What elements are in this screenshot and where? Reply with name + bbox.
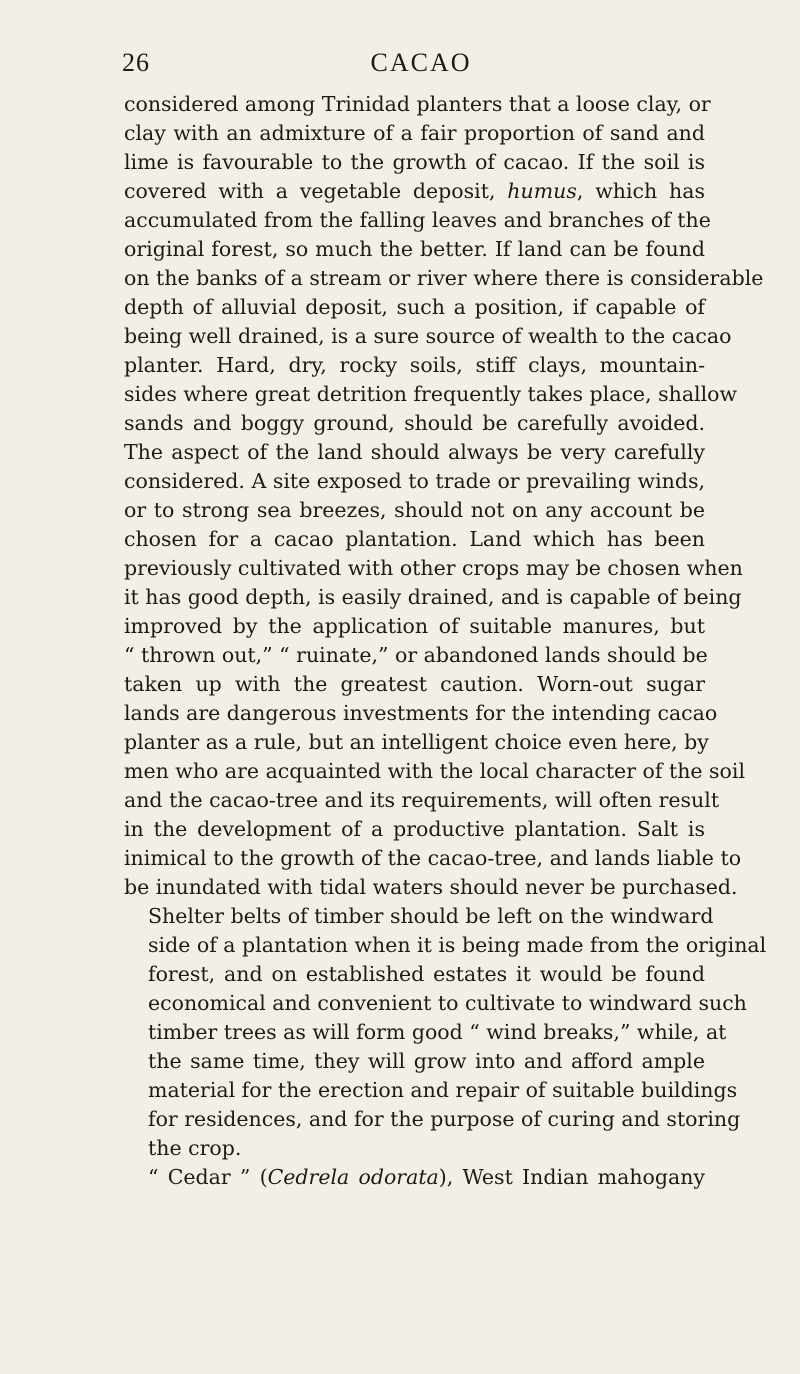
text-line: forest, and on established estates it would be found [148, 962, 705, 986]
text-line: and the cacao-tree and its requirements, will often result [124, 788, 720, 812]
text-line: in the development of a productive plantation. Salt is [124, 817, 705, 841]
text-line: it has good depth, is easily drained, and is capable of being [124, 585, 742, 609]
page-header [122, 48, 720, 84]
text-line: side of a plantation when it is being made from the original [148, 933, 767, 957]
paragraph-shelter-belts [124, 902, 767, 1163]
text-line: considered. A site exposed to trade or prevailing winds, [124, 469, 705, 493]
text-line: The aspect of the land should always be very carefully [124, 440, 705, 464]
text-line: sands and boggy ground, should be carefully avoided. [124, 411, 705, 435]
text-line: being well drained, is a sure source of wealth to the cacao [124, 324, 732, 348]
text-line: inimical to the growth of the cacao-tree, and lands liable to [124, 846, 742, 870]
text-line: original forest, so much the better. If land can be found [124, 237, 705, 261]
text-line: “ thrown out,” “ ruinate,” or abandoned lands should be [124, 643, 708, 667]
text-line: the same time, they will grow into and afford ample [148, 1049, 705, 1073]
text-line: timber trees as will form good “ wind breaks,” while, at [148, 1020, 727, 1044]
text-line: accumulated from the falling leaves and branches of the [124, 208, 711, 232]
body-text [124, 90, 767, 1192]
text-line: on the banks of a stream or river where there is considerable [124, 266, 764, 290]
text-line: be inundated with tidal waters should never be purchased. [124, 875, 738, 899]
text-line: chosen for a cacao plantation. Land which has been [124, 527, 705, 551]
paragraph-soil [124, 90, 764, 902]
text-line: depth of alluvial deposit, such a position, if capable of [124, 295, 705, 319]
text-line: clay with an admixture of a fair proportion of sand and [124, 121, 705, 145]
text-line: lime is favourable to the growth of cacao. If the soil is [124, 150, 705, 174]
text-line: lands are dangerous investments for the intending cacao [124, 701, 718, 725]
text-line: previously cultivated with other crops may be chosen when [124, 556, 743, 580]
text-line: Shelter belts of timber should be left on the windward [148, 904, 714, 928]
page-number: 26 [122, 48, 150, 77]
text-line: improved by the application of suitable manures, but [124, 614, 705, 638]
text-line-humus: covered with a vegetable deposit, humus, which has [124, 179, 705, 203]
text-line: economical and convenient to cultivate to windward such [148, 991, 747, 1015]
text-line: taken up with the greatest caution. Worn-out sugar [124, 672, 705, 696]
text-line: sides where great detrition frequently takes place, shallow [124, 382, 738, 406]
text-line: considered among Trinidad planters that a loose clay, or [124, 92, 711, 116]
text-line: men who are acquainted with the local character of the soil [124, 759, 746, 783]
paragraph-cedar [124, 1163, 705, 1192]
running-head: CACAO [370, 48, 472, 77]
text-line: the crop. [148, 1136, 242, 1160]
text-line: material for the erection and repair of suitable buildings [148, 1078, 738, 1102]
text-line-cedar: “ Cedar ” (Cedrela odorata), West Indian mahogany [148, 1165, 706, 1189]
text-line: or to strong sea breezes, should not on any account be [124, 498, 705, 522]
text-line: planter. Hard, dry, rocky soils, stiff clays, mountain- [124, 353, 705, 377]
text-line: planter as a rule, but an intelligent choice even here, by [124, 730, 709, 754]
text-line: for residences, and for the purpose of curing and storing [148, 1107, 741, 1131]
